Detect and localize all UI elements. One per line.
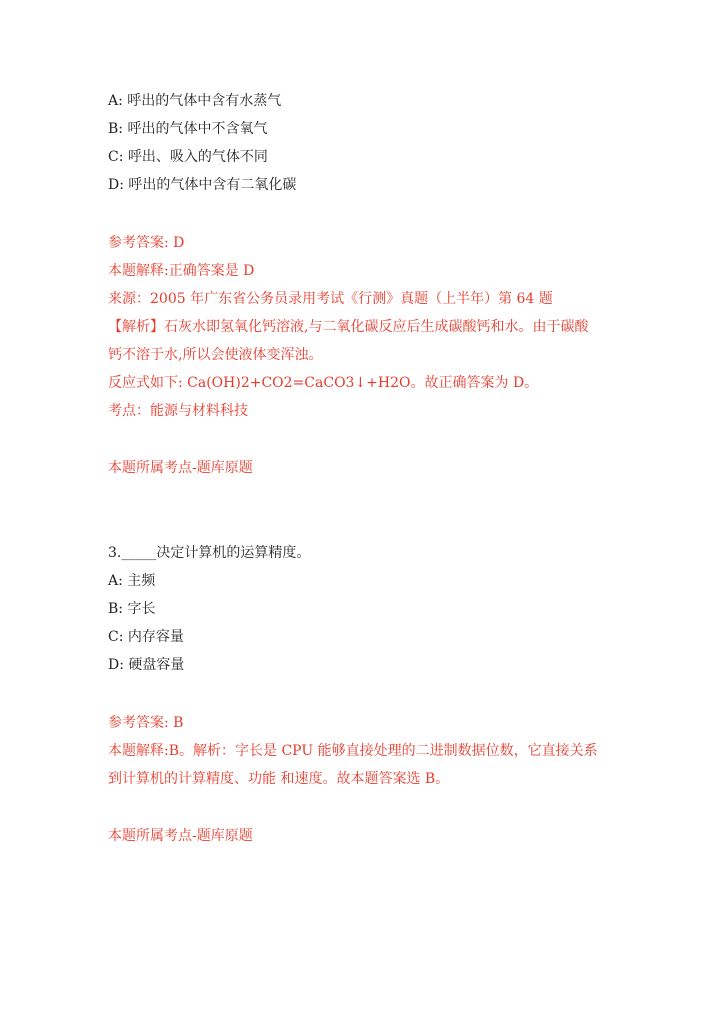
analysis-line-1: 【解析】石灰水即氢氧化钙溶液,与二氧化碳反应后生成碳酸钙和水。由于碳酸 — [108, 319, 589, 335]
option-d: D: 硬盘容量 — [108, 657, 185, 673]
category-label: 本题所属考点-题库原题 — [108, 460, 253, 476]
reference-answer: 参考答案: D — [108, 235, 185, 251]
explanation-line-1: 本题解释:B。解析：字长是 CPU 能够直接处理的二进制数据位数，它直接关系 — [108, 743, 598, 759]
question-stem: 3._____决定计算机的运算精度。 — [108, 545, 311, 561]
option-b: B: 字长 — [108, 601, 156, 617]
analysis-line-2: 钙不溶于水,所以会使液体变浑浊。 — [108, 347, 323, 363]
option-a: A: 呼出的气体中含有水蒸气 — [108, 93, 282, 109]
option-d: D: 呼出的气体中含有二氧化碳 — [108, 177, 297, 193]
answer-explanation: 本题解释:正确答案是 D — [108, 263, 255, 279]
reference-answer: 参考答案: B — [108, 715, 184, 731]
category-label: 本题所属考点-题库原题 — [108, 828, 253, 844]
explanation-line-2: 到计算机的计算精度、功能 和速度。故本题答案选 B。 — [108, 771, 450, 787]
option-c: C: 内存容量 — [108, 629, 184, 645]
option-b: B: 呼出的气体中不含氧气 — [108, 121, 268, 137]
option-a: A: 主频 — [108, 573, 156, 589]
option-c: C: 呼出、吸入的气体不同 — [108, 149, 268, 165]
question-source: 来源：2005 年广东省公务员录用考试《行测》真题（上半年）第 64 题 — [108, 291, 553, 307]
topic-label: 考点：能源与材料科技 — [108, 403, 248, 419]
reaction-equation: 反应式如下: Ca(OH)2+CO2=CaCO3↓+H2O。故正确答案为 D。 — [108, 375, 539, 391]
